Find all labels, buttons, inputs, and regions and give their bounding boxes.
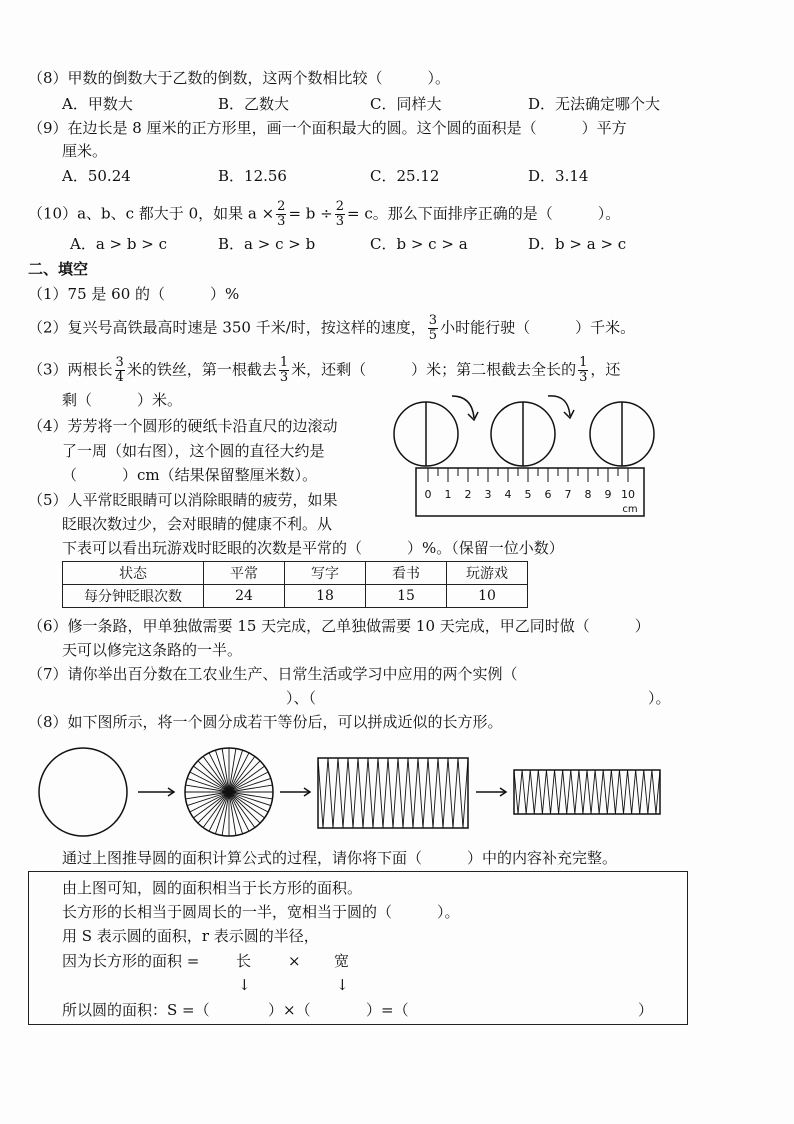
sector-edge: [443, 758, 448, 828]
q1-10-option-c: C．b > c > a: [370, 235, 468, 253]
sector-edge: [591, 770, 595, 814]
q1-9-stem: （9）在边长是 8 厘米的正方形里，画一个面积最大的圆。这个圆的面积是（ ）平方: [28, 119, 627, 137]
q1-10-pre: （10）a、b、c 都大于 0，如果 a ×: [28, 204, 275, 223]
sector-edge: [348, 758, 353, 828]
sector-edge: [378, 758, 383, 828]
rolling-circle-ruler-figure: [390, 390, 660, 520]
q2-5-line2: 眨眼次数过少，会对眼睛的健康不利。从: [62, 515, 333, 533]
fraction-three-quarters: $\frac{3}{4}$: [115, 355, 124, 385]
table-cell: 每分钟眨眼次数: [63, 585, 204, 608]
sector-edge: [408, 758, 413, 828]
ruler-tick-label: 4: [504, 488, 512, 501]
sector-edge: [632, 770, 636, 814]
sector-edge: [611, 770, 615, 814]
table-cell: 24: [204, 585, 285, 608]
fraction-one-third: $\frac{1}{3}$: [279, 355, 289, 385]
q2-8-line1: （8）如下图所示，将一个圆分成若干等份后，可以拼成近似的长方形。: [28, 713, 503, 731]
q1-10-stem: [28, 200, 620, 229]
table-header-cell: 状态: [63, 562, 204, 585]
q2-4-line2: 了一周（如右图），这个圆的直径大约是: [62, 442, 325, 460]
sector-edge: [628, 770, 632, 814]
ruler-tick-label: 2: [464, 488, 472, 501]
ruler-tick-label: 9: [604, 488, 612, 501]
circle-to-rectangle-figure: [36, 746, 696, 846]
sector-edge: [328, 758, 333, 828]
q2-5-line1: （5）人平常眨眼睛可以消除眼睛的疲劳，如果: [28, 491, 338, 509]
q1-8-option-d: D．无法确定哪个大: [528, 95, 661, 113]
sector-edge: [640, 770, 644, 814]
table-header-cell: 看书: [366, 562, 447, 585]
table-header-cell: 平常: [204, 562, 285, 585]
sector-edge: [624, 770, 628, 814]
table-cell: 15: [366, 585, 447, 608]
sector-edge: [534, 770, 538, 814]
table-cell: 10: [447, 585, 528, 608]
q1-10-option-a: A．a > b > c: [70, 235, 167, 253]
ruler-tick-label: 8: [584, 488, 592, 501]
q2-6-line1: （6）修一条路，甲单独做需要 15 天完成，乙单独做需要 10 天完成，甲乙同时做（ ）: [28, 617, 650, 635]
q2-2-stem: （2）复兴号高铁最高时速是 350 千米/时，按这样的速度， $\frac{3}{5}$ 小时能行驶（ ）千米。: [28, 313, 636, 343]
circle-sector-line: [193, 792, 229, 818]
multiply-sign: ×: [288, 952, 301, 970]
sector-edge: [453, 758, 458, 828]
sector-edge: [428, 758, 433, 828]
sector-edge: [615, 770, 619, 814]
sector-edge: [583, 770, 587, 814]
table-row: [63, 585, 528, 608]
sector-edge: [458, 758, 463, 828]
q1-10-option-d: D．b > a > c: [528, 235, 627, 253]
q2-7-line2: ）、（: [286, 689, 317, 707]
q2-7-line1: （7）请你举出百分数在工农业生产、日常生活或学习中应用的两个实例（: [28, 665, 518, 683]
q1-8-option-a: A．甲数大: [62, 95, 133, 113]
q2-6-line2: 天可以修完这条路的一半。: [62, 641, 243, 659]
derivation-line-2: 长方形的长相当于圆周长的一半，宽相当于圆的（ ）。: [62, 903, 460, 921]
q2-7-line3: ）。: [648, 689, 671, 707]
sector-edge: [563, 770, 567, 814]
ruler-tick-label: 3: [484, 488, 492, 501]
blink-frequency-table: [62, 561, 528, 608]
sector-edge: [448, 758, 453, 828]
derivation-line-1: 由上图可知，圆的面积相当于长方形的面积。: [62, 879, 363, 897]
sector-edge: [403, 758, 408, 828]
roll-arrow-icon: [452, 396, 474, 418]
sector-edge: [530, 770, 534, 814]
q1-9-option-b: B．12.56: [218, 167, 287, 185]
sector-edge: [567, 770, 571, 814]
sector-edge: [393, 758, 398, 828]
arrow-down-icon: ↓: [238, 976, 251, 994]
sector-edge: [398, 758, 403, 828]
table-header-row: [63, 562, 528, 585]
ruler-unit: cm: [622, 504, 638, 515]
sector-edge: [559, 770, 563, 814]
table-header-cell: 写字: [285, 562, 366, 585]
width-label: 宽: [334, 952, 350, 970]
q2-4-line1: （4）芳芳将一个圆形的硬纸卡沿直尺的边滚动: [28, 417, 338, 435]
ruler-tick-label: 7: [564, 488, 572, 501]
sector-edge: [358, 758, 363, 828]
derivation-line-5a: 所以圆的面积：S =（: [62, 1001, 210, 1019]
sector-edge: [522, 770, 526, 814]
sector-edge: [599, 770, 603, 814]
sector-edge: [595, 770, 599, 814]
sector-edge: [555, 770, 559, 814]
circle-sector-line: [229, 756, 255, 792]
q1-9-option-a: A．50.24: [62, 167, 131, 185]
sector-edge: [383, 758, 388, 828]
sector-edge: [438, 758, 443, 828]
section-title-fill-in: 二、填空: [28, 260, 89, 278]
table-cell: 18: [285, 585, 366, 608]
sector-edge: [333, 758, 338, 828]
sector-edge: [423, 758, 428, 828]
derivation-line-4: 因为长方形的面积 =: [62, 952, 200, 970]
sector-edge: [603, 770, 607, 814]
ruler-tick-label: 6: [544, 488, 552, 501]
sector-edge: [353, 758, 358, 828]
sector-edge: [546, 770, 550, 814]
q1-9-option-c: C．25.12: [370, 167, 440, 185]
fraction-three-fifths: $\frac{3}{5}$: [428, 313, 438, 343]
q2-1-stem: （1）75 是 60 的（ ）%: [28, 285, 240, 303]
q1-10-option-b: B．a > c > b: [218, 235, 316, 253]
length-label: 长: [236, 952, 252, 970]
ruler-tick-label: 0: [424, 488, 432, 501]
q1-9-option-d: D．3.14: [528, 167, 589, 185]
circle-sector-line: [203, 756, 229, 792]
sector-edge: [571, 770, 575, 814]
sector-edge: [388, 758, 393, 828]
sector-edge: [636, 770, 640, 814]
sector-edge: [587, 770, 591, 814]
sector-edge: [607, 770, 611, 814]
circle-sector-line: [203, 792, 229, 828]
sector-edge: [433, 758, 438, 828]
ruler-tick-label: 5: [524, 488, 532, 501]
sector-edge: [373, 758, 378, 828]
q1-9-stem-cont: 厘米。: [62, 142, 108, 160]
fraction-one-third: $\frac{1}{3}$: [579, 355, 588, 385]
q2-3-stem: （3）两根长 $\frac{3}{4}$ 米的铁丝，第一根截去 $\frac{1}{3}$ 米，还剩（ ）米；第二根截去全长的 $\frac{1}{3}$ ，还: [28, 355, 621, 385]
circle-sector-line: [229, 792, 265, 818]
table-header-cell: 玩游戏: [447, 562, 528, 585]
sector-edge: [538, 770, 542, 814]
sector-edge: [619, 770, 623, 814]
circle-sector-line: [229, 792, 255, 828]
sector-edge: [575, 770, 579, 814]
q1-10-post: = c。那么下面排序正确的是（ ）。: [347, 204, 621, 223]
sector-edge: [526, 770, 530, 814]
q2-5-line3: 下表可以看出玩游戏时眨眼的次数是平常的（ ）%。（保留一位小数）: [62, 539, 564, 557]
q1-8-stem: （8）甲数的倒数大于乙数的倒数，这两个数相比较（ ）。: [28, 69, 451, 87]
fraction-two-thirds: $\frac{2}{3}$: [335, 199, 345, 229]
derivation-line-5b: ）×（: [268, 1001, 311, 1019]
sector-edge: [413, 758, 418, 828]
q2-8-instruction: 通过上图推导圆的面积计算公式的过程，请你将下面（ ）中的内容补充完整。: [62, 849, 618, 867]
sector-edge: [648, 770, 652, 814]
derivation-line-5c: ）=（: [366, 1001, 409, 1019]
sector-edge: [323, 758, 328, 828]
q1-8-option-c: C．同样大: [370, 95, 442, 113]
q1-8-option-b: B．乙数大: [218, 95, 290, 113]
sector-edge: [363, 758, 368, 828]
circle-sector-line: [193, 766, 229, 792]
ruler-tick-label: 1: [444, 488, 452, 501]
sector-edge: [368, 758, 373, 828]
sector-edge: [418, 758, 423, 828]
arrow-down-icon: ↓: [336, 976, 349, 994]
derivation-line-3: 用 S 表示圆的面积，r 表示圆的半径，: [62, 927, 319, 945]
ruler-tick-label: 10: [621, 488, 635, 501]
fraction-two-thirds: $\frac{2}{3}$: [277, 199, 286, 229]
sector-edge: [343, 758, 348, 828]
sector-edge: [579, 770, 583, 814]
sector-edge: [644, 770, 648, 814]
roll-arrow-icon: [548, 396, 570, 416]
sector-edge: [518, 770, 522, 814]
circle-sector-line: [229, 766, 265, 792]
q2-4-line3: （ ）cm（结果保留整厘米数）。: [62, 466, 318, 484]
whole-circle: [39, 748, 127, 836]
q1-10-mid: = b ÷: [288, 204, 333, 223]
sector-edge: [652, 770, 656, 814]
sector-edge: [542, 770, 546, 814]
q2-3-stem-cont: 剩（ ）米。: [62, 391, 183, 409]
sector-edge: [551, 770, 555, 814]
sector-edge: [338, 758, 343, 828]
derivation-line-5d: ）: [638, 1001, 654, 1019]
